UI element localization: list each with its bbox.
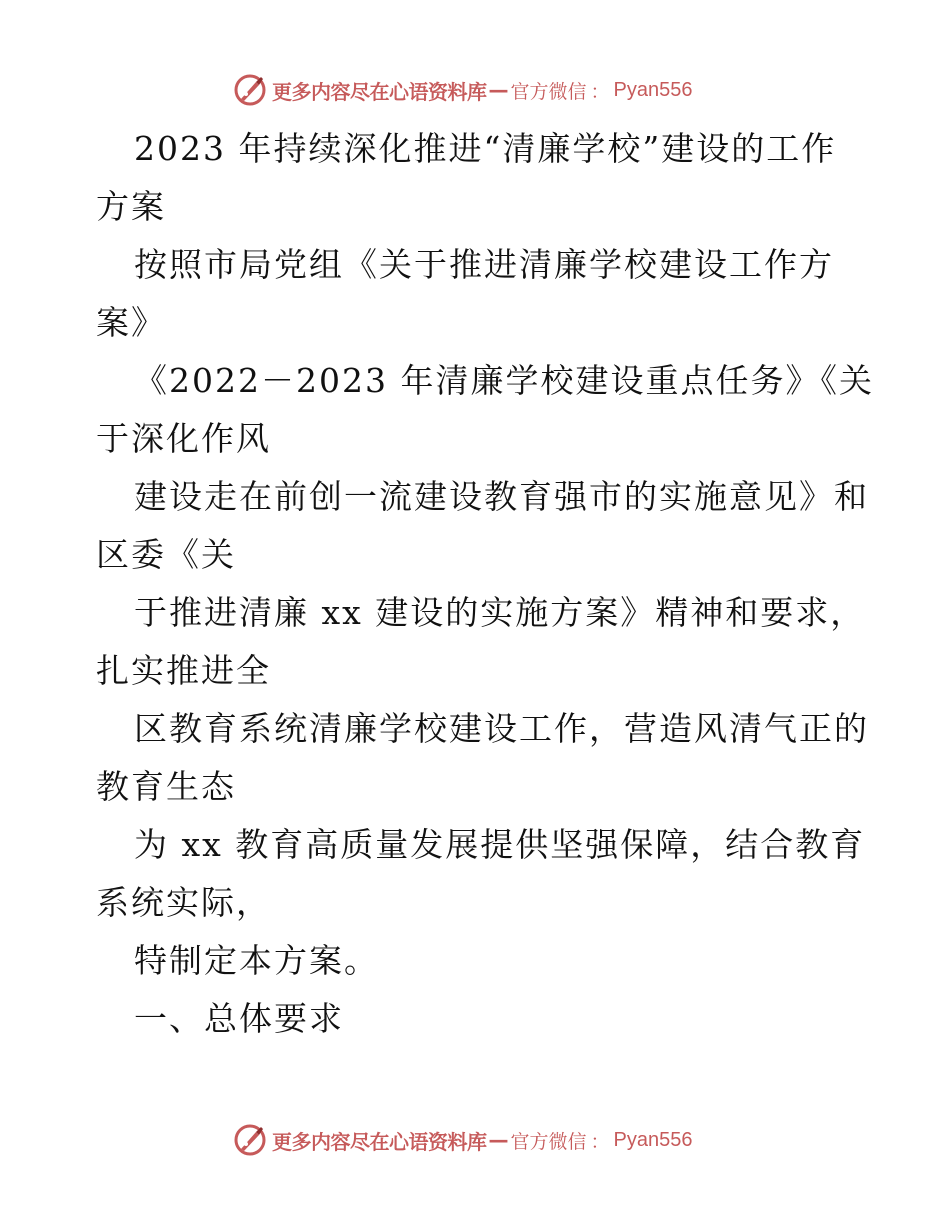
paragraph-line: 案》 (96, 303, 166, 342)
banner-contact-id: Pyan556 (613, 1128, 693, 1151)
banner-contact-id: Pyan556 (613, 78, 693, 101)
paragraph-line: 于推进清廉 xx 建设的实施方案》精神和要求， (134, 593, 866, 632)
document-body (96, 120, 874, 1048)
paragraph-line: 建设走在前创一流建设教育强市的实施意见》和 (134, 477, 869, 516)
banner-slogan: 更多内容尽在心语资料库 (272, 1129, 487, 1154)
paragraph-line: 按照市局党组《关于推进清廉学校建设工作方 (134, 245, 834, 284)
paragraph-line: 特制定本方案。 (134, 941, 379, 980)
paragraph-line: 区委《关 (96, 535, 236, 574)
paragraph-line: 扎实推进全 (96, 651, 271, 690)
banner-contact-label: 官方微信 (510, 80, 587, 103)
title-line-2: 方案 (96, 187, 166, 226)
banner-separator: ： (590, 1130, 610, 1153)
banner-slogan: 更多内容尽在心语资料库 (272, 79, 487, 104)
pen-nib-logo-icon (232, 72, 268, 108)
section-heading: 一、总体要求 (134, 999, 344, 1038)
pen-nib-logo-icon (232, 1122, 268, 1158)
paragraph-line: 《2022－2023 年清廉学校建设重点任务》《关 (134, 361, 874, 400)
banner-dash: — (488, 78, 509, 102)
header-watermark-banner (232, 70, 693, 110)
paragraph-line: 区教育系统清廉学校建设工作，营造风清气正的 (134, 709, 869, 748)
paragraph-line: 为 xx 教育高质量发展提供坚强保障，结合教育 (134, 825, 866, 864)
banner-contact-label: 官方微信 (510, 1130, 587, 1153)
banner-separator: ： (590, 80, 610, 103)
banner-dash: — (488, 1128, 509, 1152)
paragraph-line: 教育生态 (96, 767, 236, 806)
paragraph-line: 于深化作风 (96, 419, 271, 458)
footer-watermark-banner (232, 1120, 693, 1160)
paragraph-line: 系统实际， (96, 883, 271, 922)
title-line-1: 2023 年持续深化推进“清廉学校”建设的工作 (134, 129, 837, 168)
